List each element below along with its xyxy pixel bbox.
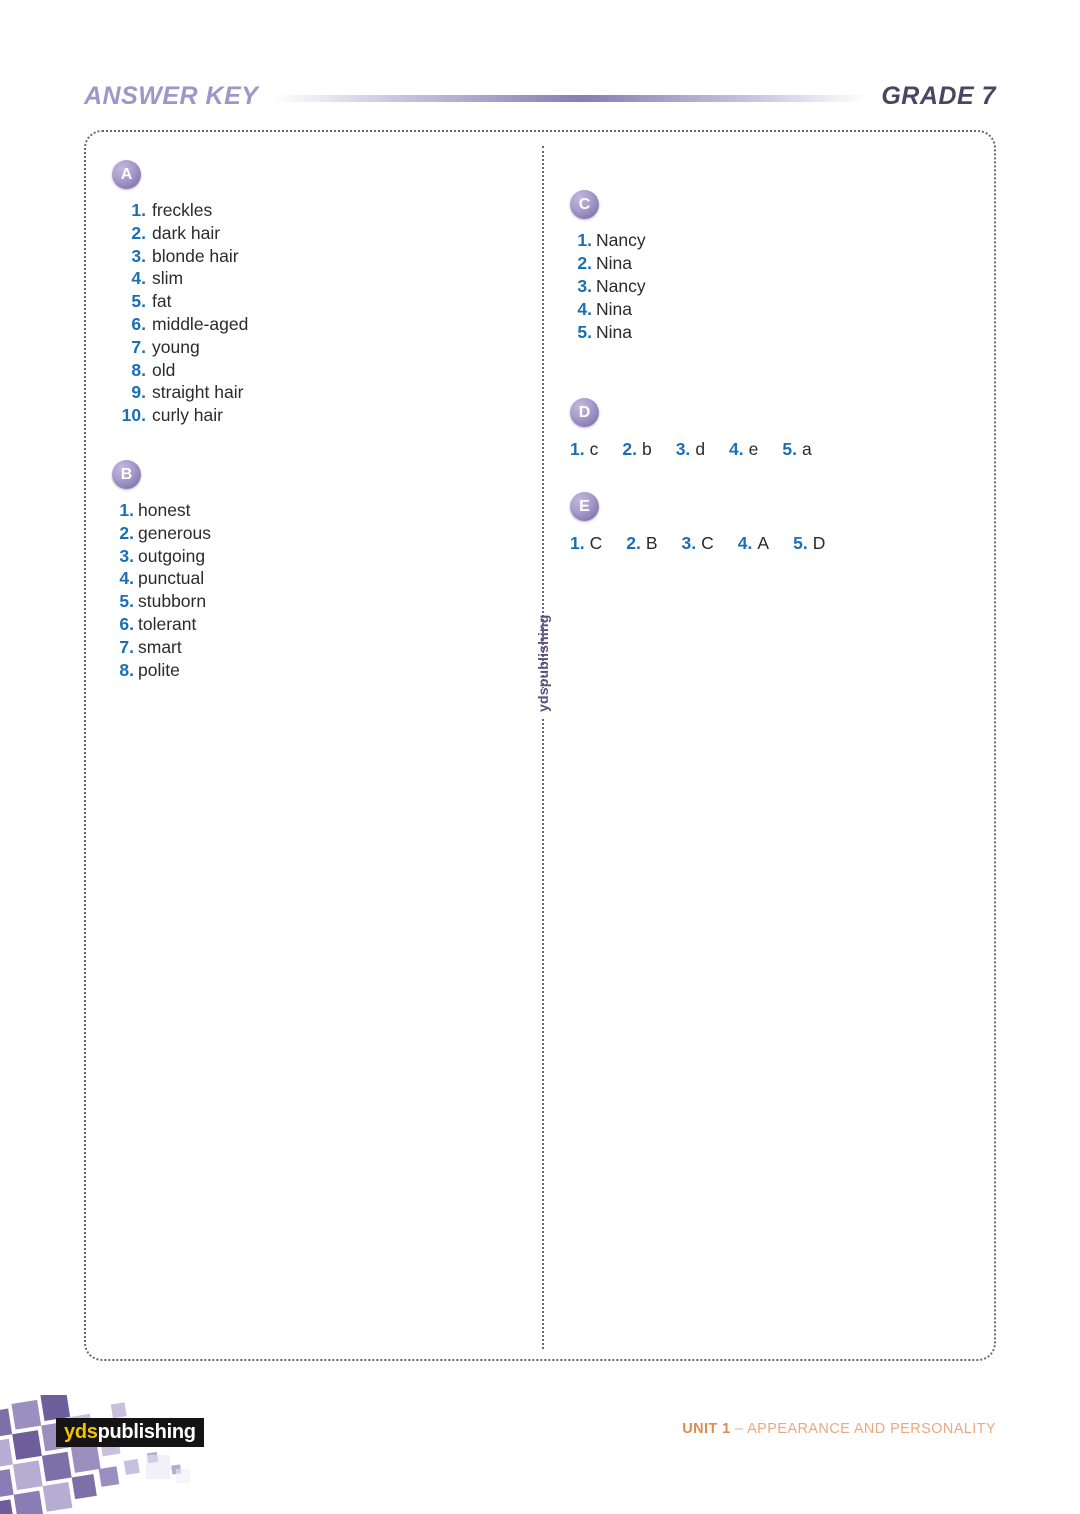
list-item-number: 8. [119, 659, 134, 680]
answer-item [793, 533, 825, 554]
answer-row-e [570, 533, 849, 554]
answer-list-b [112, 499, 211, 681]
list-item-answer: Nancy [596, 230, 646, 250]
list-item [112, 381, 248, 404]
list-item [112, 522, 211, 545]
left-column [86, 132, 542, 1359]
list-item [570, 275, 646, 298]
answer-item [738, 533, 769, 554]
section-badge-b: B [112, 460, 141, 489]
answer-item-letter: c [589, 439, 599, 459]
list-item-answer: Nancy [596, 276, 646, 296]
list-item-number: 2. [119, 522, 134, 543]
list-item-answer: outgoing [138, 545, 206, 566]
answer-item-number: 1. [570, 439, 585, 459]
list-item [112, 245, 248, 268]
list-item [112, 499, 211, 522]
publisher-logo [0, 1395, 270, 1514]
logo-mosaic-decoration [0, 1395, 270, 1514]
page-header [0, 72, 1080, 120]
list-item [570, 298, 646, 321]
list-item-number: 6. [119, 613, 134, 634]
answer-item-letter: D [812, 533, 826, 553]
answer-item [729, 439, 758, 460]
section-badge-e: E [570, 492, 599, 521]
list-item-number: 4. [131, 268, 146, 289]
section-a [112, 160, 248, 427]
answer-row-d [570, 439, 836, 460]
answer-item [626, 533, 657, 554]
section-badge-c: C [570, 190, 599, 219]
answer-item-number: 3. [681, 533, 697, 553]
list-item [112, 313, 248, 336]
list-item-number: 2. [131, 222, 146, 243]
list-item [112, 290, 248, 313]
answer-item-number: 2. [622, 439, 637, 459]
list-item-answer: curly hair [152, 405, 223, 426]
answer-item-letter: e [748, 439, 759, 459]
answer-item-letter: b [641, 439, 652, 459]
list-item-answer: fat [152, 291, 172, 312]
section-c [570, 190, 646, 344]
logo-yds-text: yds [64, 1421, 98, 1443]
list-item-number: 7. [119, 636, 134, 657]
list-item [112, 545, 211, 568]
list-item-answer: punctual [138, 568, 205, 589]
list-item [112, 636, 211, 659]
list-item-number: 1. [577, 230, 592, 250]
footer-unit-label [682, 1421, 996, 1437]
list-item-answer: honest [138, 500, 191, 520]
answer-item [570, 533, 602, 554]
answer-item-letter: C [589, 533, 603, 553]
answer-item-number: 3. [675, 439, 691, 459]
header-gradient-rule [272, 95, 867, 102]
list-item [112, 267, 248, 290]
list-item [112, 222, 248, 245]
list-item-answer: Nina [596, 299, 632, 319]
list-item-number: 7. [131, 336, 146, 357]
answer-item-letter: d [695, 439, 706, 459]
list-item-answer: smart [138, 636, 182, 657]
list-item-answer: Nina [596, 253, 632, 273]
answers-panel [84, 130, 996, 1361]
section-badge-d: D [570, 398, 599, 427]
section-badge-a: A [112, 160, 141, 189]
list-item-number: 1. [119, 500, 134, 520]
footer-unit-number: UNIT 1 [682, 1421, 731, 1437]
list-item [112, 199, 248, 222]
answer-item [682, 533, 714, 554]
list-item [112, 567, 211, 590]
list-item-number: 3. [577, 276, 592, 296]
list-item-answer: freckles [152, 200, 213, 220]
list-item [112, 613, 211, 636]
right-column [544, 132, 998, 1359]
answer-item-number: 4. [729, 439, 744, 459]
grade-label: GRADE 7 [881, 81, 996, 110]
answer-list-c [570, 229, 646, 344]
list-item [112, 359, 248, 382]
list-item-answer: straight hair [152, 382, 244, 403]
list-item-answer: young [152, 336, 200, 357]
list-item-answer: slim [152, 268, 184, 289]
list-item [112, 336, 248, 359]
list-item-number: 1. [131, 200, 146, 220]
answer-item-letter: B [645, 533, 658, 553]
answer-item [570, 439, 598, 460]
list-item-answer: old [152, 359, 176, 380]
answer-item-letter: a [802, 439, 812, 459]
answer-item-number: 4. [737, 533, 753, 553]
list-item-number: 6. [131, 313, 146, 334]
list-item [112, 590, 211, 613]
list-item-number: 5. [119, 591, 134, 612]
list-item [570, 229, 646, 252]
list-item-answer: tolerant [138, 613, 197, 634]
list-item-answer: generous [138, 522, 211, 543]
list-item-number: 4. [577, 299, 592, 319]
list-item-number: 10. [121, 405, 146, 426]
answer-item [782, 439, 811, 460]
list-item-answer: blonde hair [152, 245, 239, 266]
answer-item [676, 439, 705, 460]
watermark-label: ydspublishing [532, 688, 554, 718]
list-item [570, 321, 646, 344]
list-item [112, 659, 211, 682]
answer-item-letter: C [701, 533, 714, 553]
list-item-number: 5. [131, 291, 146, 312]
section-e [570, 492, 849, 554]
answer-item-letter: A [757, 533, 770, 553]
answer-item [622, 439, 651, 460]
list-item-number: 2. [577, 253, 592, 273]
footer-unit-title: – APPEARANCE AND PERSONALITY [730, 1421, 996, 1437]
list-item-answer: middle-aged [152, 313, 249, 334]
page-title: ANSWER KEY [84, 81, 259, 110]
list-item-number: 9. [131, 382, 146, 403]
section-d [570, 398, 836, 460]
list-item-number: 3. [119, 545, 134, 566]
answer-item-number: 5. [782, 439, 797, 459]
answer-list-a [112, 199, 248, 427]
list-item-answer: dark hair [152, 222, 221, 243]
list-item-answer: stubborn [138, 591, 207, 612]
answer-item-number: 2. [626, 533, 641, 553]
logo-publishing-text: publishing [97, 1421, 196, 1443]
list-item-number: 8. [131, 359, 146, 380]
list-item-number: 3. [131, 245, 146, 266]
list-item [112, 404, 248, 427]
list-item-number: 4. [119, 568, 134, 589]
publisher-logo-wordmark [56, 1418, 204, 1447]
section-b [112, 460, 211, 681]
list-item-number: 5. [577, 322, 592, 342]
list-item-answer: polite [138, 659, 180, 680]
list-item [570, 252, 646, 275]
answer-item-number: 1. [570, 533, 585, 553]
answer-item-number: 5. [793, 533, 808, 553]
list-item-answer: Nina [596, 322, 632, 342]
